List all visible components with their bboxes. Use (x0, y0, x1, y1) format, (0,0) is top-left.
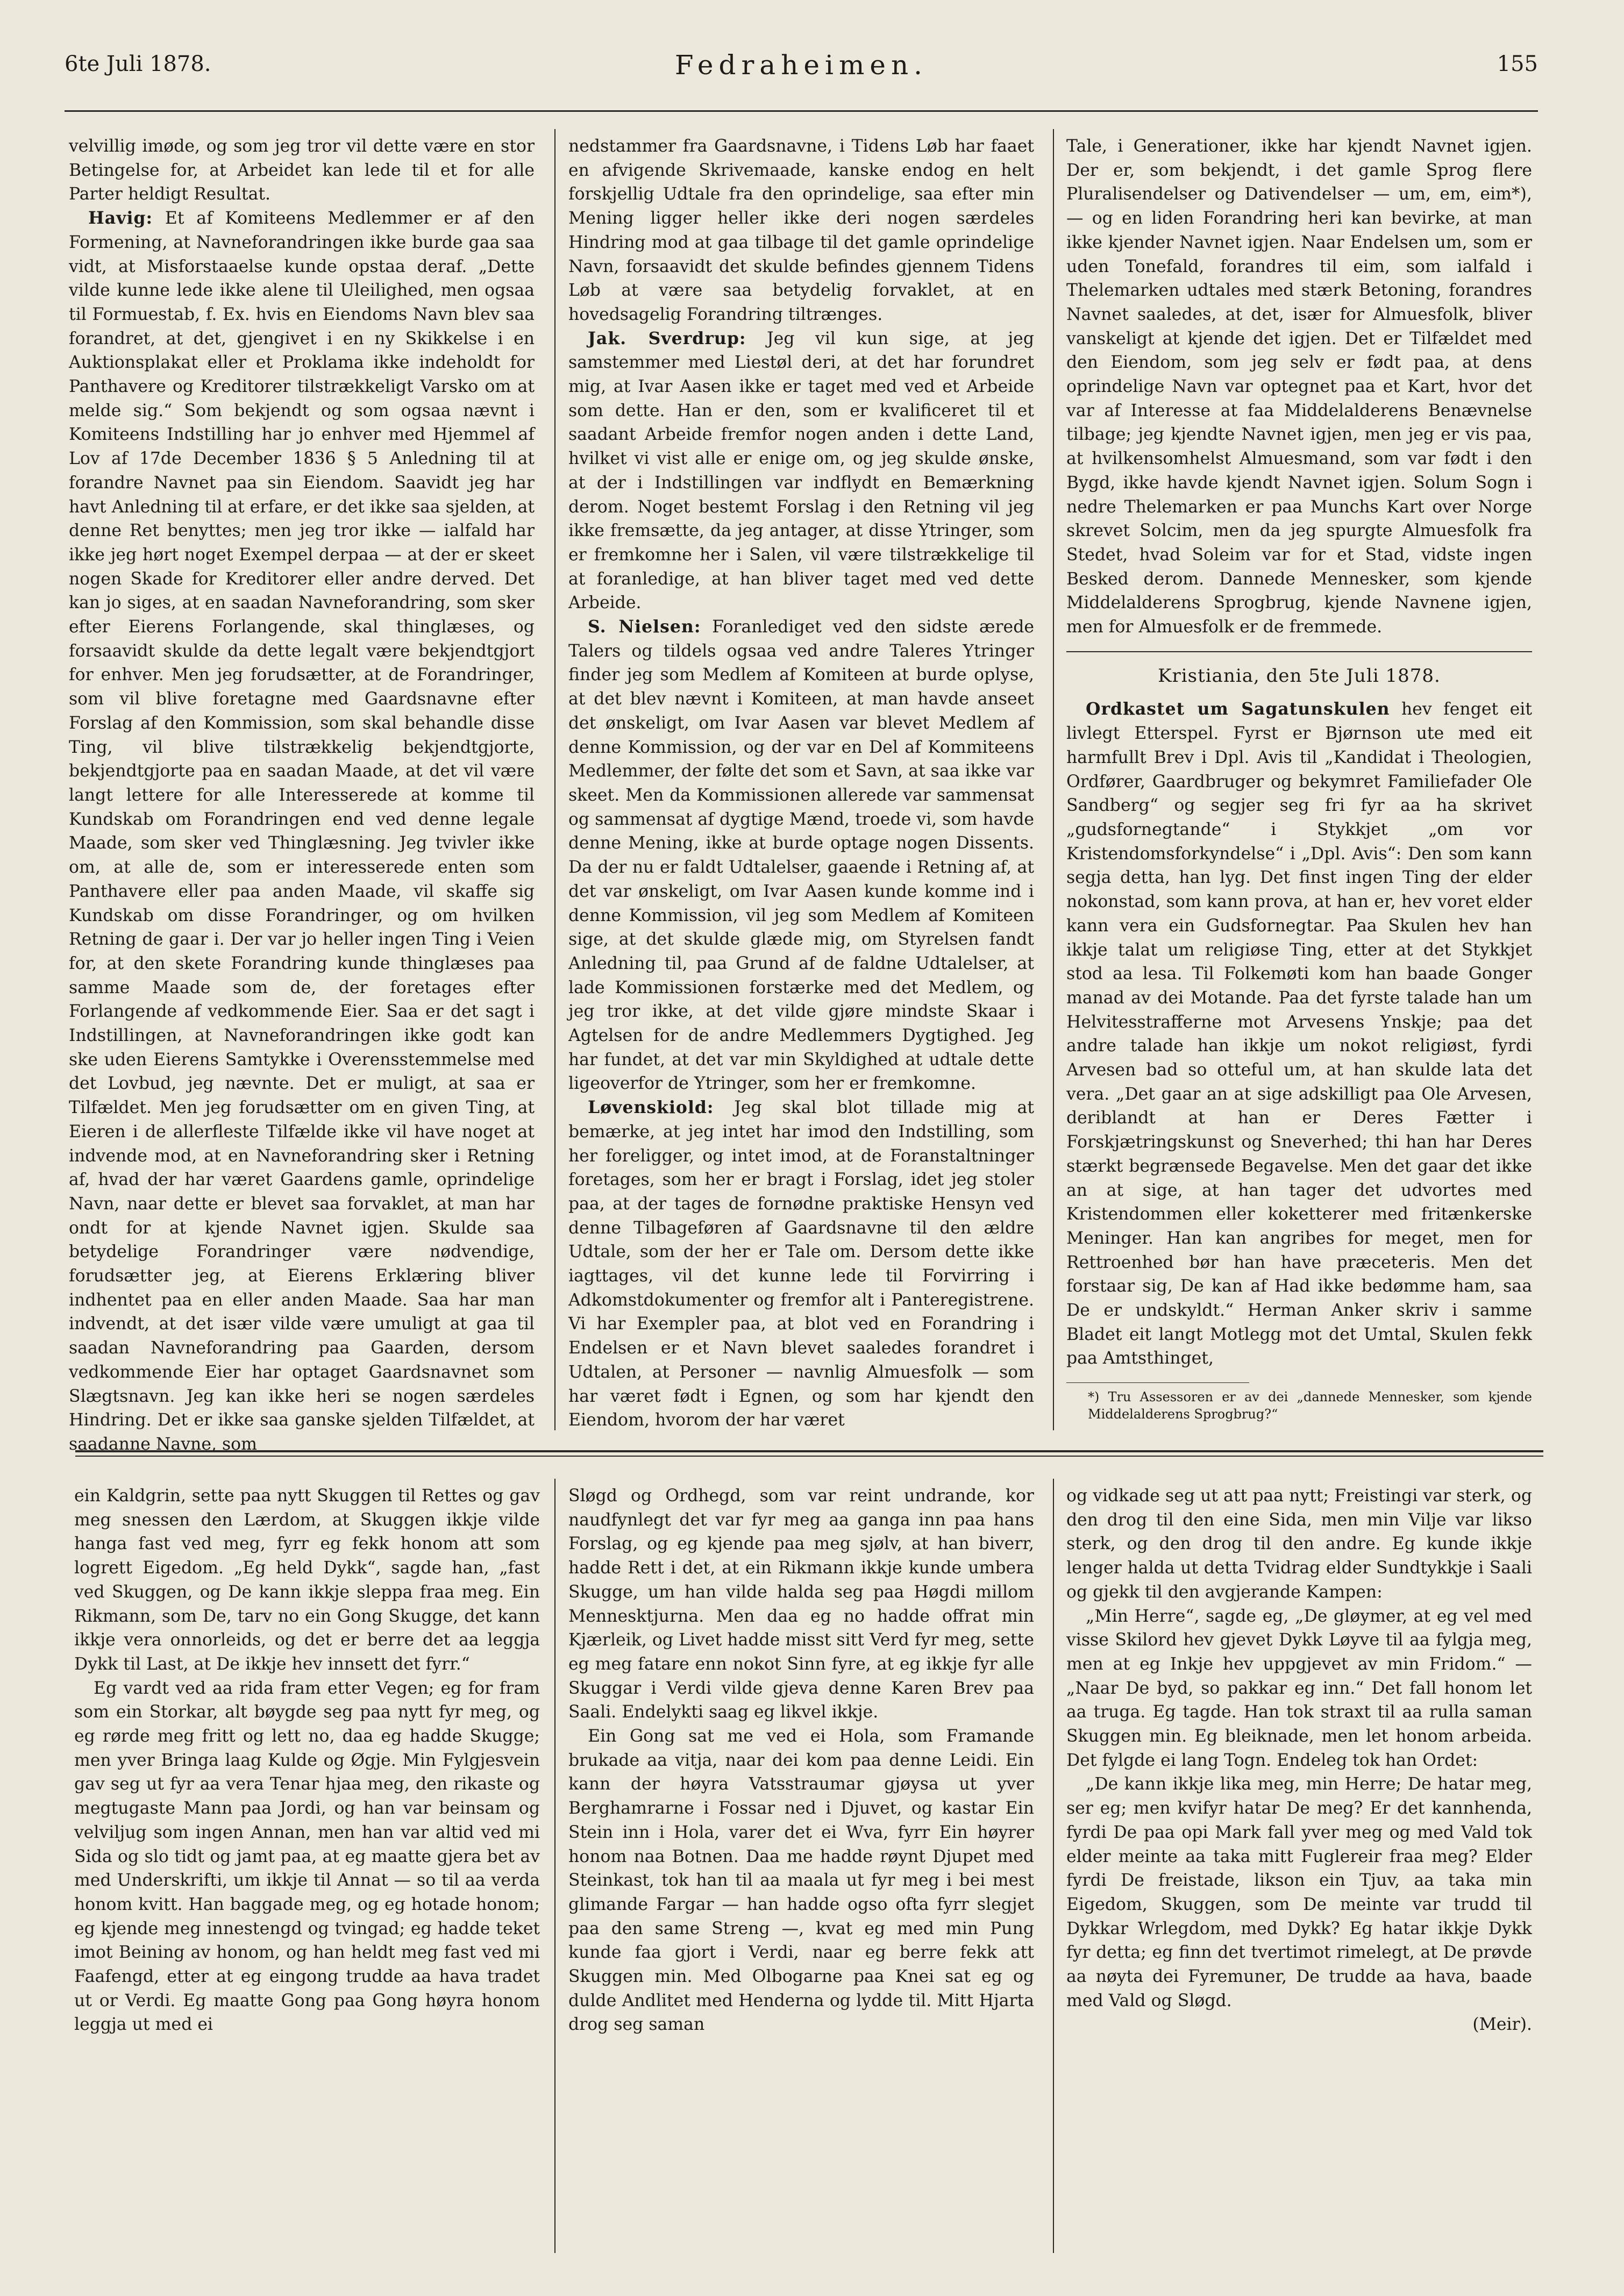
header-rule (65, 110, 1538, 112)
lower-column-3 (1066, 1484, 1532, 2037)
speaker-name: Jak. Sverdrup: (588, 328, 746, 348)
lower-column-1 (74, 1484, 540, 2037)
paragraph: Eg vardt ved aa rida fram etter Vegen; eg for fram som ein Storkar, alt bøygde seg paa nytt fyr meg, og eg rørde meg fritt og lett no, daa eg hadde Skugge; men yver Bringa laag Kulde og Øgje. Min Fylgjesvein gav seg ut fyr aa vera Tenar hjaa meg, den rikaste og megtugaste Mann paa Jordi, og han var beinsam og velviljug som ingen Annan, men han var altid ved mi Sida og slo tidt og jamt paa, at eg maatte gjera bet av med Underskrifti, um ikkje til Annat — so til aa verda honom kvitt. Han baggade meg, og eg hotade honom; eg kjende meg innestengd og tvingad; eg hadde teket imot Beining av honom, og han heldt meg fast ved mi Faafengd, etter at eg eingong trudde aa hava tradet ut or Verdi. Eg maatte Gong paa Gong høyra honom leggja ut med ei (74, 1678, 540, 2035)
footnote-rule (1066, 1382, 1249, 1383)
paragraph (568, 1096, 1034, 1432)
page-number: 155 (1497, 52, 1538, 76)
footnote: *) Tru Assessoren er av dei „dannede Mennesker, som kjende Middelalderens Sprogbrug?“ (1088, 1389, 1532, 1422)
paragraph (568, 327, 1034, 615)
column-divider (554, 129, 555, 1430)
paragraph: velvillig imøde, og som jeg tror vil dette være en stor Betingelse for, at Arbeidet kan lede til et for alle Parter heldigt Resultat. (69, 137, 535, 204)
upper-column-1 (69, 134, 535, 1457)
upper-column-2 (568, 134, 1034, 1432)
page-header (65, 49, 1538, 89)
column-divider (1053, 1479, 1054, 2253)
paragraph (1066, 697, 1532, 1371)
column-divider (1053, 129, 1054, 1430)
paragraph: ein Kaldgrin, sette paa nytt Skuggen til Rettes og gav meg snessen den Lærdom, at Skuggen ikkje vilde hanga fast ved meg, fyrr eg fekk honom att som logrett Eigedom. „Eg held Dykk“, sagde han, „fast ved Skuggen, og De kann ikkje sleppa fraa meg. Ein Rikmann, som De, tarv no ein Gong Skugge, det kann ikkje vera onnorleids, og det er berre det aa leggja Dykk til Last, at De ikkje hev innsett det fyrr.“ (74, 1486, 540, 1674)
paragraph: Tale, i Generationer, ikke har kjendt Navnet igjen. Der er, som bekjendt, i det gamle Sprog flere Pluralisendelser og Dativendelser — um, em, eim*), — og en liden Forandring heri kan bevirke, at man ikke kjender Navnet igjen. Naar Endelsen um, som er uden Tonefald, forandres til eim, som ialfald i Thelemarken udtales med stærk Betoning, forandres Navnet saaledes, at det, især for Almuesfolk, bliver vanskeligt at kjende det igjen. Det er Tilfældet med den Eiendom, som jeg selv er født paa, at dens oprindelige Navn var optegnet paa et Kart, hvor det var af Interesse at faa Middelalderens Benævnelse tilbage; jeg kjendte Navnet igjen, men jeg er vis paa, at hvilkensomhelst Almuesmand, som var født i den Bygd, ikke havde kjendt Navnet igjen. Solum Sogn i nedre Thelemarken er paa Munchs Kart over Norge skrevet Solcim, men da jeg spurgte Almuesfolk fra Stedet, hvad Soleim var for et Stad, vidste ingen Besked derom. Dannede Mennesker, som kjende Middelalderens Sprogbrug, kjende Navnene igjen, men for Almuesfolk er de fremmede. (1066, 137, 1532, 637)
paragraph: „De kann ikkje lika meg, min Herre; De hatar meg, ser eg; men kvifyr hatar De meg? Er det kannhenda, fyrdi De paa opi Mark fall yver meg og med Vald tok elder meinte aa taka mitt Fuglereir fraa meg? Elder fyrdi De freistade, likson ein Tjuv, aa taka min Eigedom, Skuggen, som De meinte var trudd til Dykkar Wrlegdom, med Dykk? Eg hatar ikkje Dykk fyr detta; eg finn det tvertimot rimelegt, at De prøvde aa nøyta dei Fyremuner, De trudde aa hava, baade med Vald og Sløgd. (1066, 1774, 1532, 2010)
dateline: Kristiania, den 5te Juli 1878. (1158, 665, 1441, 687)
lower-column-2 (568, 1484, 1034, 2037)
section-rule (1066, 651, 1532, 652)
speaker-name: Havig: (88, 208, 153, 229)
newspaper-title: Fedraheimen. (674, 49, 928, 81)
paragraph (69, 206, 535, 1457)
speech-text: Jeg skal blot tillade mig at bemærke, at jeg intet har imod den Indstilling, som her foreligger, og intet imod, at de Foranstaltninger foretages, som her er bragt i Forslag, idet jeg stoler paa, at der tages de fornødne praktiske Hensyn ved denne Tilbageføren af Gaardsnavne til den ældre Udtale, som der her er Tale om. Dersom dette ikke iagttages, vil det kunne lede til Forvirring i Adkomstdokumenter og fremfor alt i Panteregistrene. Vi har Exempler paa, at blot ved en Forandring i Endelsen er et Navn blevet saaledes forandret i Udtalen, at Personer — navnlig Almuesfolk — som har været født i Egnen, og som har kjendt den Eiendom, hvorom der har været (568, 1098, 1034, 1430)
upper-column-3 (1066, 134, 1532, 1423)
paragraph: og vidkade seg ut att paa nytt; Freistingi var sterk, og den drog til den eine Sida, men min Vilje var likso sterk, og den drog til den andre. Eg kunde ikkje lenger halda ut detta Tvidrag elder Sundtykkje i Saali og gjekk til den avgjerande Kampen: (1066, 1486, 1532, 1602)
speech-text: Jeg vil kun sige, at jeg samstemmer med Liestøl deri, at det har forundret mig, at Ivar Aasen ikke er taget med ved et Arbeide som dette. Han er den, som er kvalificeret til et saadant Arbeide fremfor nogen anden i dette Land, hvilket vi vist alle er enige om, og jeg skulde ønske, at der i Indstillingen var indflydt en Bemærkning derom. Noget bestemt Forslag i den Retning vil jeg ikke fremsætte, da jeg antager, at disse Ytringer, som er fremkomne her i Salen, vil være tilstrækkelige til at foranledige, at han bliver taget med ved dette Arbeide. (568, 329, 1034, 613)
continued-marker: (Meir). (1472, 2015, 1532, 2035)
paragraph: „Min Herre“, sagde eg, „De gløymer, at eg vel med visse Skilord hev gjevet Dykk Løyve til aa fylgja meg, men at eg Inkje hev uppgjevet av min Fridom.“ — „Naar De byd, so pakkar eg inn.“ Det fall honom let aa truga. Eg tagde. Han tok straxt til aa rulla saman Skuggen min. Eg bleiknade, men let honom arbeida. Det fylgde ei lang Togn. Endeleg tok han Ordet: (1066, 1606, 1532, 1770)
paragraph: Sløgd og Ordhegd, som var reint undrande, kor naudfynlegt det var fyr meg aa ganga inn paa hans Forslag, og eg kjende paa meg sjølv, at han biverr, hadde Rett i det, at ein Rikmann ikkje kunde umbera Skugge, um han vilde halda seg paa Høgdi millom Mennesktjurna. Men daa eg no hadde offrat min Kjærleik, og Livet hadde misst sitt Verd fyr meg, sette eg meg fatare enn nokot Sinn fyre, at eg ikkje fyr alle Skuggar i Verdi vilde gjeva denne Karen Brev paa Saali. Endelykti saag eg likvel ikkje. (568, 1486, 1034, 1722)
speaker-name: S. Nielsen: (588, 617, 701, 637)
feuilleton-divider (75, 1450, 1543, 1457)
column-divider (554, 1479, 555, 2253)
speech-text: Et af Komiteens Medlemmer er af den Formening, at Navneforandringen ikke burde gaa saa vidt, at Misforstaaelse kunde opstaa deraf. „Dette vilde kunne lede ikke alene til Uleilighed, men ogsaa til Formuestab, f. Ex. hvis en Eiendoms Navn blev saa forandret, at det, gjengivet i en ny Skikkelse i en Auktionsplakat eller et Proklama ikke indeholdt for Panthavere og Kreditorer tilstrækkeligt Varsko om at melde sig.“ Som bekjendt og som ogsaa nævnt i Komiteens Indstilling har jo enhver med Hjemmel af Lov af 17de December 1836 § 5 Anledning til at forandre Navnet paa sin Eiendom. Saavidt jeg har havt Anledning til at erfare, er det ikke saa sjelden, at denne Ret benyttes; men jeg tror ikke — ialfald har ikke jeg hørt noget Exempel derpaa — at der er skeet nogen Skade for Kreditorer eller andre derved. Det kan jo siges, at en saadan Navneforandring, som sker efter Eierens Forlangende, skal thinglæses, og forsaavidt skulde da dette legalt være bekjendtgjort for enhver. Men jeg forudsætter, at de Forandringer, som vil blive foretagne med Gaardsnavne efter Forslag af den Kommission, som skal behandle disse Ting, vil blive tilstrækkelig bekjendtgjorte, bekjendtgjorte paa en saadan Maade, at det vil være langt lettere for alle Interesserede at komme til Kundskab om Forandringen end ved denne legale Maade, som sker ved Thinglæsning. Jeg tvivler ikke om, at alle de, som er interesserede enten som Panthavere eller paa anden Maade, vil skaffe sig Kundskab om disse Forandringer, og om hvilken Retning de gaar i. Der var jo heller ingen Ting i Veien for, at den skete Forandring kunde thinglæses paa samme Maade som de, der foretages efter Forlangende af vedkommende Eier. Saa er det sagt i Indstillingen, at Navneforandringen ikke godt kan ske uden Eierens Samtykke i Overensstemmelse med det Lovbud, jeg nævnte. Det er muligt, at saa er Tilfældet. Men jeg forudsætter om en given Ting, at Eieren i de allerfleste Tilfælde ikke vil have noget at indvende mod, at en Navneforandring sker i Retning af, hvad der har været Gaardens gamle, oprindelige Navn, naar dette er blevet saa forvaklet, at man har ondt for at kjende Navnet igjen. Skulde saa betydelige Forandringer være nødvendige, forudsætter jeg, at Eierens Erklæring bliver indhentet paa en eller anden Maade. Saa har man indvendt, at det især vilde være umuligt at gaa til saadan Navneforandring paa Gaarden, dersom vedkommende Eier har optaget Gaardsnavnet som Slægtsnavn. Jeg kan ikke heri se nogen særdeles Hindring. Det er ikke saa ganske sjelden Tilfældet, at saadanne Navne, som (69, 209, 535, 1454)
paragraph: Ein Gong sat me ved ei Hola, som Framande brukade aa vitja, naar dei kom paa denne Leidi. Ein kann der høyra Vatsstraumar gjøysa ut yver Berghamrarne i Fossar ned i Djuvet, og kastar Ein Stein inn i Hola, varer det ei Wva, fyrr Ein høyrer honom naa Botnen. Daa me hadde røynt Djupet med Steinkast, tok han til aa maala ut fyr meg i bei mest glimande Fargar — han hadde ogso ofta fyrr slegjet paa den same Streng —, kvat eg med min Pung kunde faa gjort i Verdi, naar eg berre fekk att Skuggen min. Med Olbogarne paa Knei sat eg og dulde Andlitet med Henderna og lydde til. Mitt Hjarta drog seg saman (568, 1727, 1034, 2035)
article-text: hev fenget eit livlegt Etterspel. Fyrst er Bjørnson ute med eit harmfullt Brev i Dpl. Avis til „Kandidat i Theologien, Ordfører, Gaardbruger og bekymret Familiefader Ole Sandberg“ og segjer seg fri fyr aa ha skrivet „gudsfornegtande“ i Stykkjet „om vor Kristendomsforkyndelse“ i „Dpl. Avis“: Den som kann segja detta, han lyg. Det finst ingen Ting der elder nokonstad, som kann prova, at han er, hev voret elder kann vera ein Gudsfornegtar. Paa Skulen hev han ikkje talat um religiøse Ting, etter at det Stykkjet stod aa lesa. Til Folkemøti kom han baade Gonger manad av dei Motande. Paa det fyrste talade han um Helvitesstrafferne mot Arvesens Ynskje; paa det andre talade han ikkje um nokot religiøst, fyrdi Arvesen bad so otteful um, at han skulde lata det vera. „Det gaar an at sige adskilligt paa Ole Arvesen, deriblandt at han er Deres Fætter i Forskjætringskunst og Sneverhed; thi han har Deres stærkt begrænsede Begavelse. Men det gaar det ikke an at sige, at han tager det udvortes med Kristendommen eller koketterer med fritænkerske Meninger. Han kan angribes for meget, men for Rettroenhed bør han have præceteris. Men det forstaar sig, De kan af Had ikke bedømme ham, saa De er undskyldt.“ Herman Anker skriv i samme Bladet eit langt Motlegg mot det Umtal, Skulen fekk paa Amtsthinget, (1066, 700, 1532, 1368)
speech-text: Foranlediget ved den sidste ærede Talers og tildels ogsaa ved andre Taleres Ytringer finder jeg som Medlem af Komiteen at burde oplyse, at det blev nævnt i Komiteen, at man havde anseet det ønskeligt, om Ivar Aasen var blevet Medlem af denne Kommission, og der var en Del af Kommiteens Medlemmer, der følte det som et Savn, at saa ikke var skeet. Men da Kommissionen allerede var sammensat og sammensat af dygtige Mænd, troede vi, som havde denne Mening, ikke at burde optage nogen Dissents. Da der nu er faldt Udtalelser, gaaende i Retning af, at det var ønskeligt, om Ivar Aasen kunde komme ind i denne Kommission, vil jeg som Medlem af Komiteen sige, at det skulde glæde mig, om Styrelsen fandt Anledning til, paa Grund af de faldne Udtalelser, at lade Kommissionen forstærke med det Medlem, og jeg tror ikke, at det vilde gjøre mindste Skaar i Agtelsen for de andre Medlemmers Dygtighed. Jeg har fundet, at det var min Skyldighed at udtale dette ligeoverfor de Ytringer, som her er fremkomne. (568, 617, 1034, 1094)
paragraph (568, 615, 1034, 1096)
speaker-name: Løvenskiold: (588, 1097, 714, 1118)
paragraph: nedstammer fra Gaardsnavne, i Tidens Løb har faaet en afvigende Skrivemaade, kanske endog en helt forskjellig Udtale fra den oprindelige, saa efter min Mening ligger heller ikke deri nogen særdeles Hindring mod at gaa tilbage til det gamle oprindelige Navn, forsaavidt det skulde befindes gjennem Tidens Løb at være saa betydelig forvaklet, at en hovedsagelig Forandring tiltrænges. (568, 137, 1034, 324)
article-headline: Ordkastet um Sagatunskulen (1086, 699, 1390, 719)
issue-date: 6te Juli 1878. (65, 52, 211, 76)
